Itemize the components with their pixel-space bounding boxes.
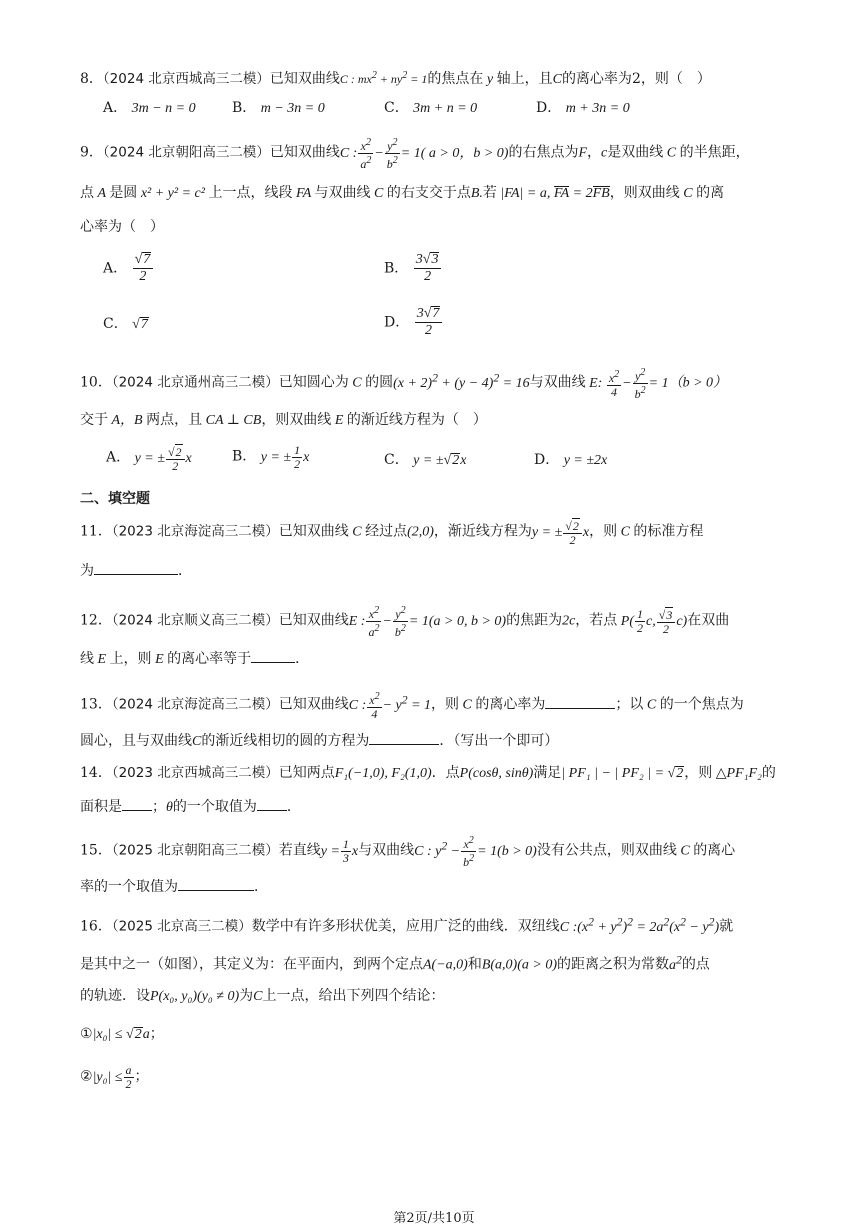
q8-line1 <box>80 66 711 90</box>
conclusion-end: ； <box>149 1026 164 1042</box>
q16-point-a: A(−a,0) <box>423 957 468 973</box>
q15-line2: 率的一个取值为 ． <box>80 876 268 897</box>
option-formula: √7 <box>132 317 148 332</box>
answer-blank-1[interactable] <box>122 796 152 811</box>
q13-c3: C <box>192 734 202 749</box>
q13-stem-b: ，则 <box>431 696 460 713</box>
q16-conclusion-2 <box>80 1064 149 1091</box>
q14-stem-b: ．点 <box>431 765 460 781</box>
q10-e: E <box>331 413 347 428</box>
q11-asymptote: y = ± $\frac{√2}{2}$ x <box>531 519 590 547</box>
q8-number: 8． <box>80 71 103 87</box>
q9-line2-a: 点 <box>80 185 94 201</box>
q12-focal: 2c <box>562 613 576 629</box>
q15-number: 15． <box>80 842 112 859</box>
q14-number: 14． <box>80 765 112 781</box>
q11-stem-e: 的标准方程 <box>633 523 704 540</box>
q16-line2-b: 和 <box>467 956 482 973</box>
q10-option-b[interactable] <box>232 444 309 471</box>
q15-line: y = $\frac{1}{3}$ x <box>320 837 359 865</box>
option-letter: B． <box>384 260 409 277</box>
page-footer: 第2页/共10页 <box>393 1211 475 1226</box>
q10-option-c[interactable] <box>384 450 466 471</box>
q16-lemniscate: C $:(x^2 + y^2)^2 = 2a^2(x^2 - y^2)$ <box>559 915 720 935</box>
q12-number: 12． <box>80 612 112 629</box>
q12-stem-b: 的焦距为 <box>506 612 563 629</box>
q10-stem-a: 已知圆心为 <box>278 374 349 391</box>
option-formula: y = ± $\frac{√2}{2}$ x <box>134 445 192 473</box>
q13-line2-a: 圆心，且与双曲线 <box>80 733 192 749</box>
q14-line1 <box>80 763 776 784</box>
q8-stem-d: 的离心率为 <box>561 71 632 87</box>
q9-c3: C <box>370 186 387 201</box>
q16-line2 <box>80 950 710 976</box>
q9-line2-e: 的右支交于点 <box>386 185 471 201</box>
answer-blank[interactable] <box>94 560 178 575</box>
conclusion-end: ； <box>134 1068 149 1085</box>
q10-c-var: C <box>348 375 366 391</box>
q8-stem-e: ，则（ ） <box>640 71 711 87</box>
q9-option-a[interactable] <box>103 252 154 285</box>
q10-line2 <box>80 410 487 431</box>
q11-c: C <box>348 524 366 540</box>
q9-stem-b: 的右焦点为 <box>508 144 579 161</box>
answer-blank[interactable] <box>251 648 295 663</box>
q11-stem-c: ，渐近线方程为 <box>433 523 532 540</box>
q13-source: （2024 北京海淀高三二模） <box>111 696 279 713</box>
q8-option-c[interactable] <box>384 98 477 119</box>
option-formula: y = ±√2x <box>413 453 467 468</box>
q9-stem-d: 是双曲线 <box>607 144 664 161</box>
q14-source: （2023 北京西城高三二模） <box>111 765 279 781</box>
q12-source: （2024 北京顺义高三二模） <box>111 612 279 629</box>
q9-fa: FA <box>292 186 315 201</box>
option-text: 3m − n = 0 <box>131 101 196 116</box>
option-letter: B． <box>232 100 257 116</box>
q11-line1 <box>80 518 703 547</box>
q9-stem-c: ， <box>587 144 602 161</box>
q14-line2-c: 的一个取值为 <box>172 799 257 815</box>
q10-source: （2024 北京通州高三二模） <box>111 374 279 391</box>
q11-line2-text: 为 <box>80 563 94 579</box>
q9-option-d[interactable] <box>384 306 443 339</box>
q16-line2-a: 是其中之一（如图），其定义为：在平面内，到两个定点 <box>80 956 423 973</box>
q10-number: 10． <box>80 374 112 391</box>
q12-line2: 线 E 上，则 E 的离心率等于 ． <box>80 648 309 670</box>
q10-line1 <box>80 366 727 401</box>
q9-c-var2: C <box>663 145 680 161</box>
q16-point-b: B(a,0)(a > 0) <box>481 957 557 973</box>
option-formula: y = ± $\frac{1}{2}$ x <box>260 443 310 471</box>
option-letter: A． <box>103 100 128 116</box>
q12-e2: E <box>151 652 168 667</box>
q15-source: （2025 北京朝阳高三二模） <box>111 842 279 859</box>
q10-perp: CA ⊥ CB <box>202 413 262 428</box>
q16-c: C <box>253 989 263 1004</box>
q16-line1 <box>80 912 733 938</box>
option-letter: C． <box>384 452 409 468</box>
q12-line2-b: 上，则 <box>109 651 152 667</box>
q15-stem-c: 没有公共点，则双曲线 <box>536 842 677 859</box>
q12-stem-a: 已知双曲线 <box>278 612 349 629</box>
q15-stem-a: 若直线 <box>278 842 321 859</box>
q16-line3-a: 的轨迹．设 <box>80 988 150 1004</box>
q14-point: P(cosθ, sinθ) <box>459 766 534 781</box>
q10-line2-d: 的渐近线方程为（ ） <box>346 412 487 428</box>
option-letter: A． <box>103 260 128 277</box>
q11-c2: C <box>617 524 634 540</box>
q9-c4: C <box>679 186 697 201</box>
option-letter: B． <box>232 448 257 465</box>
q11-number: 11． <box>80 523 112 540</box>
conclusion-formula: |y₀| ≤ $\frac{a}{2}$ <box>92 1063 132 1091</box>
q14-points: F₁(−1,0), F₂(1,0) <box>334 766 432 781</box>
q9-line2-d: 与双曲线 <box>314 185 371 201</box>
option-text: m − 3n = 0 <box>260 101 325 116</box>
q12-equation: E : $\frac{x^2}{a^2}$ − $\frac{y^2}{b^2}$ = 1(a > 0, b > 0) <box>348 605 507 639</box>
q12-stem-c: ，若点 <box>575 612 618 629</box>
q10-stem-b: 的圆 <box>365 374 394 391</box>
conclusion-marker: ① <box>80 1026 93 1042</box>
q15-c: C <box>676 843 694 859</box>
q9-b: B. <box>470 186 483 201</box>
q9-option-b[interactable] <box>384 252 442 285</box>
q14-line2-a: 面积是 <box>80 799 122 815</box>
q8-equation: C : $mx^2 + ny^2 = 1$ <box>339 70 428 86</box>
q9-stem: 已知双曲线 <box>269 144 340 161</box>
q10-option-d[interactable] <box>534 450 607 471</box>
q14-theta: θ <box>166 800 173 815</box>
q14-stem-c: 满足 <box>533 765 562 781</box>
q16-number: 16． <box>80 918 112 935</box>
q9-circle: x² + y² = c² <box>137 186 209 201</box>
q8-c-var: C <box>552 72 562 87</box>
q9-a-var: A <box>94 186 110 201</box>
q11-source: （2023 北京海淀高三二模） <box>111 523 279 540</box>
q8-stem-c: 轴上，且 <box>496 71 553 87</box>
q15-stem-b: 与双曲线 <box>358 842 415 859</box>
section-heading: 二、填空题 <box>80 491 150 507</box>
answer-blank[interactable] <box>178 876 254 891</box>
answer-blank-2[interactable] <box>369 730 439 745</box>
q8-ecc: 2 <box>631 71 641 87</box>
q10-circle: $(x + 2)^2 + (y - 4)^2 = 16$ <box>393 371 530 391</box>
q10-line2-c: ，则双曲线 <box>261 412 332 428</box>
q14-triangle: △PF₁F₂ <box>712 766 762 781</box>
q8-source: （2024 北京西城高三二模） <box>102 71 270 87</box>
q8-stem: 已知双曲线 <box>269 71 340 87</box>
q16-conclusion-1 <box>80 1024 164 1045</box>
q9-line3: 心率为（ ） <box>80 219 164 235</box>
q8-option-a[interactable] <box>103 98 196 119</box>
q13-number: 13． <box>80 696 112 713</box>
q12-e: E <box>94 652 110 667</box>
q10-stem-c: 与双曲线 <box>529 374 586 391</box>
q12-point: P( $\frac{1}{2}$ c, $\frac{√3}{2}$ c) <box>617 607 688 636</box>
q13-stem-d: ；以 <box>615 696 644 713</box>
q12-line2-a: 线 <box>80 651 94 667</box>
answer-blank-2[interactable] <box>257 796 287 811</box>
q9-f-var: F <box>578 145 588 161</box>
conclusion-marker: ② <box>80 1068 93 1085</box>
option-letter: D． <box>536 100 562 116</box>
q13-c2: C <box>643 697 660 713</box>
q8-option-b[interactable] <box>232 98 325 119</box>
option-formula: $\frac{3√3}{2}$ <box>414 252 442 285</box>
q10-line2-a: 交于 <box>80 412 108 428</box>
q12-stem-d: 在双曲 <box>687 612 730 629</box>
q16-line3 <box>80 986 444 1007</box>
q16-line3-c: 上一点，给出下列四个结论： <box>262 988 445 1004</box>
q11-stem-d: ，则 <box>589 523 618 540</box>
q9-number: 9． <box>80 144 103 161</box>
option-letter: D． <box>384 314 410 331</box>
option-text: 3m + n = 0 <box>413 101 478 116</box>
option-letter: C． <box>384 100 409 116</box>
q9-source: （2024 北京朝阳高三二模） <box>102 144 270 161</box>
q10-hyperbola: E: $\frac{x^2}{4}$ − $\frac{y^2}{b^2}$ = 1 <box>585 367 669 401</box>
q14-stem-e: 的 <box>761 765 776 781</box>
q13-stem-a: 已知双曲线 <box>278 696 349 713</box>
q10-cond: （b > 0） <box>668 375 728 391</box>
q12-line2-c: 的离心率等于 <box>167 651 252 667</box>
q13-line2 <box>80 730 558 752</box>
q15-stem-d: 的离心 <box>693 842 736 859</box>
q9-line1 <box>80 136 750 171</box>
option-letter: D． <box>534 452 560 468</box>
q16-point-p: P(x₀, y₀)(y₀ ≠ 0) <box>150 989 240 1004</box>
q15-hyperbola: C : $y^2$ − $\frac{x^2}{b^2}$ = 1(b > 0) <box>414 835 537 869</box>
q9-line2-c: 上一点，线段 <box>208 185 293 201</box>
q9-equation: C : $\frac{x^2}{a^2}$ − $\frac{y^2}{b^2}$ = 1( a > 0，b > 0) <box>339 137 509 171</box>
q16-line3-b: 为 <box>239 988 254 1004</box>
option-letter: C． <box>103 316 128 332</box>
q13-equation: C : $\frac{x^2}{4}$ − $y^2 = 1$ <box>348 691 432 721</box>
option-formula: y = ±2x <box>563 453 608 468</box>
q9-c-var: c <box>601 145 608 161</box>
q13-stem-e: 的一个焦点为 <box>659 696 744 713</box>
q9-condition: |FA| = a, FA = 2FB <box>496 186 610 201</box>
option-letter: A． <box>106 449 131 466</box>
q10-ab: A，B <box>108 413 147 428</box>
q13-line2-c: ．（写出一个即可） <box>439 733 559 749</box>
q9-line2-b: 是圆 <box>109 185 138 201</box>
q14-line2-b: ； <box>152 799 166 815</box>
q13-c: C <box>459 697 476 713</box>
q16-stem-b: 就 <box>719 918 734 935</box>
option-formula: $\frac{3√7}{2}$ <box>415 306 443 339</box>
q15-line1 <box>80 834 735 869</box>
q11-stem-b: 经过点 <box>365 523 408 540</box>
q8-option-d[interactable] <box>536 98 630 119</box>
conclusion-formula: |x₀| ≤ √2a <box>92 1027 150 1042</box>
q13-stem-c: 的离心率为 <box>475 696 546 713</box>
q16-a2: $a^2$ <box>668 953 682 973</box>
q9-line2 <box>80 183 724 204</box>
q14-condition: | PF₁ | − | PF₂ | = √2 <box>561 766 684 781</box>
q9-stem-e: 的半焦距， <box>679 144 750 161</box>
q10-option-a[interactable] <box>106 444 192 473</box>
q9-line2-h: 的离 <box>696 185 725 201</box>
q13-line2-b: 的渐近线相切的圆的方程为 <box>201 733 370 749</box>
q14-stem-d: ，则 <box>684 765 713 781</box>
q16-line2-d: 的点 <box>681 956 710 973</box>
q16-stem-a: 数学中有许多形状优美，应用广泛的曲线．双纽线 <box>251 918 560 935</box>
answer-blank-1[interactable] <box>545 694 615 709</box>
option-formula: $\frac{√7}{2}$ <box>133 252 154 285</box>
q10-line2-b: 两点，且 <box>146 412 203 428</box>
q8-y-var: y <box>483 72 497 87</box>
q12-line1 <box>80 604 729 639</box>
q14-line2: 面积是 ；θ的一个取值为 ． <box>80 796 301 818</box>
q14-stem-a: 已知两点 <box>278 765 335 781</box>
q11-line2: 为 ． <box>80 560 192 581</box>
q9-line2-f: 若 <box>482 185 497 201</box>
q16-source: （2025 北京高三二模） <box>111 918 252 935</box>
q8-stem-b: 的焦点在 <box>427 71 484 87</box>
q9-line2-g: ，则双曲线 <box>609 185 680 201</box>
q15-line2-text: 率的一个取值为 <box>80 879 178 895</box>
q16-line2-c: 的距离之积为常数 <box>556 956 669 973</box>
q11-point: (2,0) <box>407 524 434 540</box>
q11-stem-a: 已知双曲线 <box>278 523 349 540</box>
q13-line1 <box>80 690 744 721</box>
option-text: m + 3n = 0 <box>565 101 630 116</box>
q9-option-c[interactable] <box>103 314 149 335</box>
